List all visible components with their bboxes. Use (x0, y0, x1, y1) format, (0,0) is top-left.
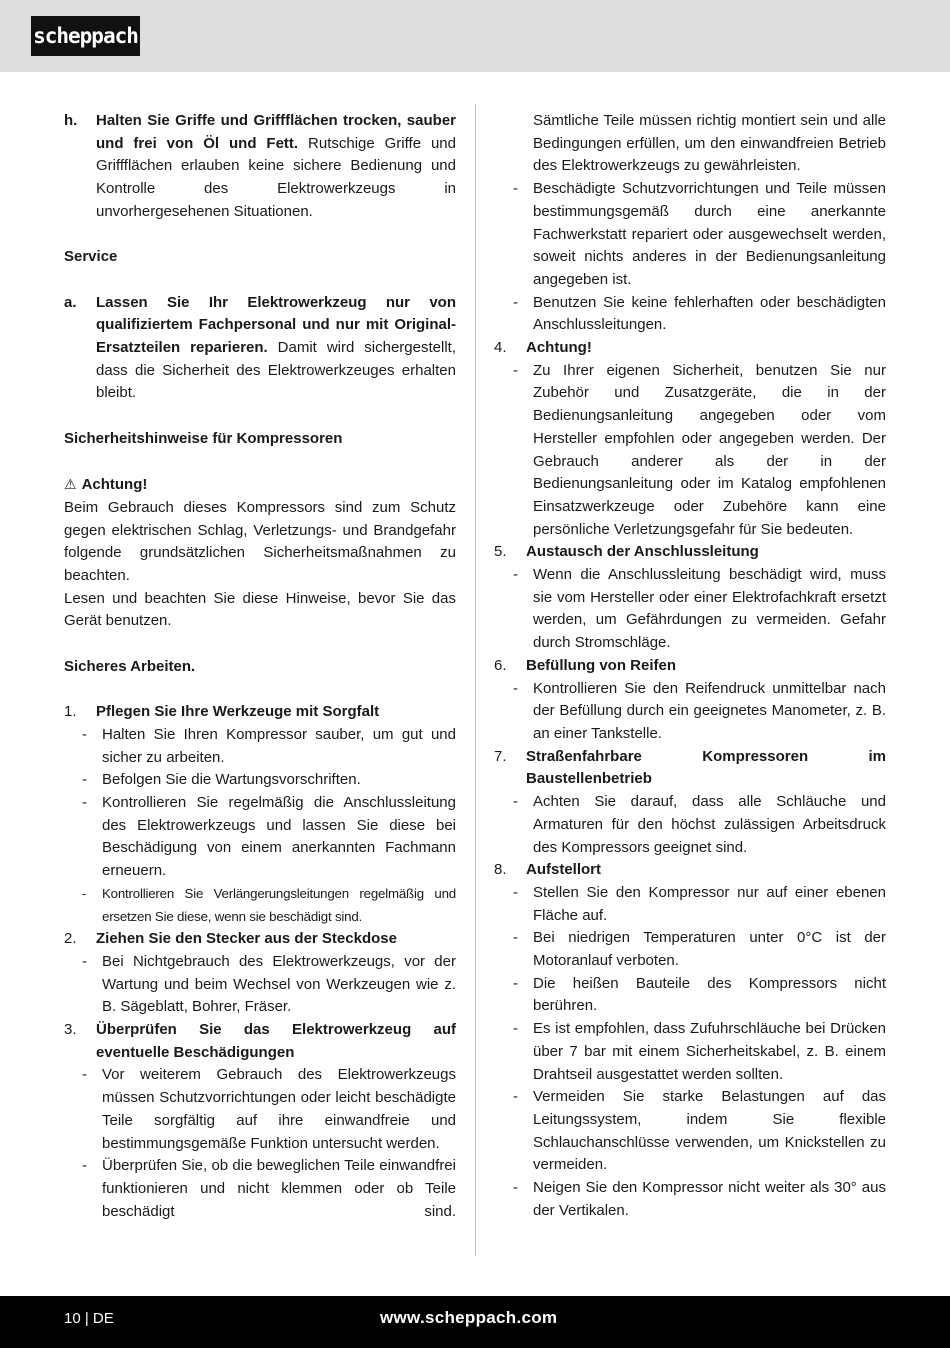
list-item: - Neigen Sie den Kompressor nicht weiter als 30° aus der Vertikalen. (513, 1179, 886, 1219)
warning-text-2: Lesen und beachten Sie diese Hinweise, bevor Sie das Gerät benutzen. (64, 589, 456, 630)
service-heading: Service (64, 248, 118, 266)
section-7-heading (494, 746, 886, 791)
section-8-label: 8. (494, 861, 507, 879)
section-7-title: Straßenfahrbare Kompressoren im Baustellenbetrieb (526, 747, 886, 788)
list-item: - Zu Ihrer eigenen Sicherheit, benutzen Sie nur Zubehör und Zusatzgeräte, die in der Bedienungsanleitung angegeben oder vom Hersteller empfohlen oder angegeben werden. Der Gebrauch anderer als der in der Bedienungsanleitung oder im Katalog empfohlenen Einsatzwerkzeuge oder Zubehöre kann eine persönliche Verletzungsgefahr für Sie bedeuten. (513, 361, 886, 538)
section-a (64, 292, 456, 406)
column-divider (475, 104, 476, 1256)
website-link[interactable]: www.scheppach.com (380, 1308, 558, 1327)
section-6-heading (494, 655, 886, 678)
list-item: - Benutzen Sie keine fehlerhaften oder beschädigten Anschlussleitungen. (513, 293, 886, 334)
section-7-label: 7. (494, 747, 507, 765)
section-3-heading (64, 1019, 456, 1064)
section-1-title: Pflegen Sie Ihre Werkzeuge mit Sorgfalt (96, 703, 380, 721)
section-1-heading (64, 701, 456, 724)
list-item: - Beschädigte Schutzvorrichtungen und Teile müssen bestimmungsgemäß durch eine anerkannte Fachwerkstatt repariert oder ausgewechselt werden, soweit nichts anderes in der Bedienungsanleitung angegeben ist. (513, 180, 886, 288)
list-item: - Wenn die Anschlussleitung beschädigt wird, muss sie vom Hersteller oder einer Elektrofachkraft ersetzt werden, um Gefährdungen zu vermeiden. Gefahr durch Stromschläge. (513, 566, 886, 652)
section-3-label: 3. (64, 1021, 77, 1039)
section-6-title: Befüllung von Reifen (526, 656, 676, 674)
list-item: - Vermeiden Sie starke Belastungen auf das Leitungssystem, indem Sie flexible Schlauchanschlüsse verwenden, um Knickstellen zu vermeiden. (513, 1088, 886, 1174)
section-2-title: Ziehen Sie den Stecker aus der Steckdose (96, 930, 397, 948)
section-2-heading (64, 928, 456, 951)
warning-icon: ⚠ (64, 476, 77, 493)
page-footer (0, 1296, 950, 1348)
page-number: 10 | DE (64, 1310, 114, 1327)
section-4-heading (494, 337, 886, 360)
list-item: - Achten Sie darauf, dass alle Schläuche und Armaturen für den höchst zulässigen Arbeitsdruck des Kompressors geeignet sind. (513, 793, 886, 856)
section-5-heading (494, 541, 886, 564)
list-item: - Vor weiterem Gebrauch des Elektrowerkzeugs müssen Schutzvorrichtungen oder leicht beschädigte Teile sorgfältig auf ihre einwandfreie und bestimmungsgemäße Funktion untersucht werden. (82, 1066, 456, 1152)
section-5-label: 5. (494, 543, 507, 561)
list-item: - Halten Sie Ihren Kompressor sauber, um gut und sicher zu arbeiten. (82, 725, 456, 766)
sicheres-heading: Sicheres Arbeiten. (64, 657, 196, 675)
section-8-title: Aufstellort (526, 861, 601, 879)
list-item: - Die heißen Bauteile des Kompressors nicht berühren. (513, 974, 886, 1015)
section-4-title: Achtung! (526, 339, 592, 357)
scheppach-logo: scheppach (31, 16, 140, 56)
left-column (64, 110, 456, 1223)
section-a-label: a. (64, 293, 77, 311)
section-4-label: 4. (494, 339, 507, 357)
right-column (494, 110, 886, 1222)
page-header (0, 0, 950, 72)
list-item: - Kontrollieren Sie den Reifendruck unmittelbar nach der Befüllung durch ein geeignetes Manometer, z. B. an einer Tankstelle. (513, 679, 886, 742)
list-item: - Es ist empfohlen, dass Zufuhrschläuche bei Drücken über 7 bar mit einem Sicherheitskabel, z. B. einem Drahtseil ausgestattet werden sollten. (513, 1020, 886, 1083)
section-3-title: Überprüfen Sie das Elektrowerkzeug auf eventuelle Beschädigungen (96, 1021, 456, 1061)
list-item: - Kontrollieren Sie Verlängerungsleitungen regelmäßig und ersetzen Sie diese, wenn sie beschädigt sind. (82, 885, 456, 924)
list-item: - Stellen Sie den Kompressor nur auf einer ebenen Fläche auf. (513, 883, 886, 924)
section-5-title: Austausch der Anschlussleitung (526, 543, 759, 561)
section-h-text: Rutschige Griffe und Griffflächen erlauben keine sichere Bedienung und Kontrolle des Elektrowerkzeugs in unvorhergesehenen Situationen. (96, 134, 456, 220)
list-item: - Bei niedrigen Temperaturen unter 0°C ist der Motoranlauf verboten. (513, 929, 886, 970)
kompressor-heading: Sicherheitshinweise für Kompressoren (64, 429, 343, 447)
list-item: - Bei Nichtgebrauch des Elektrowerkzeugs, vor der Wartung und beim Wechsel von Werkzeugen wie z. B. Sägeblatt, Bohrer, Fräser. (82, 952, 456, 1016)
list-item: - Überprüfen Sie, ob die beweglichen Teile einwandfrei funktionieren und nicht klemmen oder ob Teile beschädigt sind. (82, 1157, 456, 1220)
section-8-heading (494, 859, 886, 882)
section-3-continued: Sämtliche Teile müssen richtig montiert sein und alle Bedingungen erfüllen, um den einwandfreien Betrieb des Elektrowerkzeugs zu gewährleisten. (533, 112, 886, 175)
section-h (64, 110, 456, 224)
section-a-bold: Lassen Sie Ihr Elektrowerkzeug nur von qualifiziertem Fachpersonal und nur mit Original-Ersatzteilen reparieren. (96, 293, 456, 356)
warning-text: Beim Gebrauch dieses Kompressors sind zum Schutz gegen elektrischen Schlag, Verletzungs- und Brandgefahr folgende grundsätzlichen Sicherheitsmaßnahmen zu beachten. (64, 498, 456, 584)
list-item: - Befolgen Sie die Wartungsvorschriften. (82, 771, 361, 789)
warning-title: Achtung! (81, 476, 148, 494)
section-6-label: 6. (494, 656, 507, 674)
section-2-label: 2. (64, 930, 77, 948)
section-a-text: Damit wird sichergestellt, dass die Sicherheit des Elektrowerkzeuges erhalten bleibt. (96, 339, 456, 402)
section-1-label: 1. (64, 703, 77, 721)
section-h-bold: Halten Sie Griffe und Griffflächen trocken, sauber und frei von Öl und Fett. (96, 112, 456, 152)
list-item: - Kontrollieren Sie regelmäßig die Anschlussleitung des Elektrowerkzeugs und lassen Sie diese bei Beschädigung von einem anerkannten Fachmann erneuern. (82, 794, 456, 880)
section-h-label: h. (64, 112, 78, 129)
